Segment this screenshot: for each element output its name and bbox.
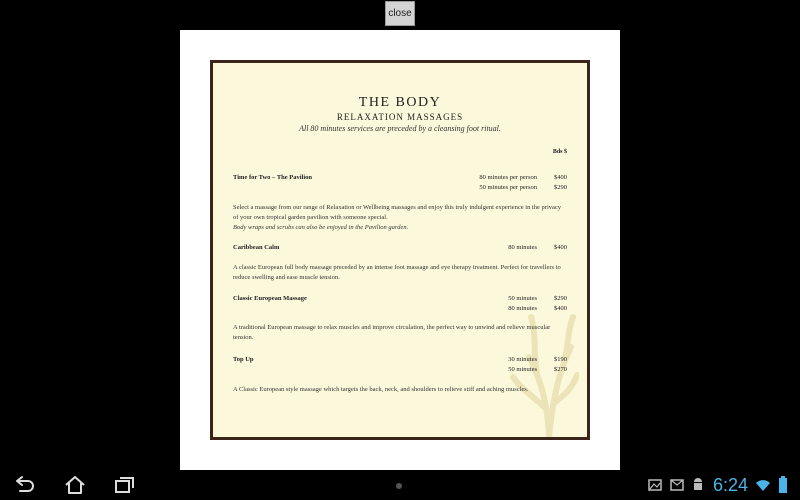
item-description [233,323,567,343]
spa-menu-card [210,60,590,440]
item-duration: 80 minutes [508,305,537,312]
back-icon[interactable] [14,475,36,495]
menu-item [233,173,567,191]
item-duration: 80 minutes per person [479,174,537,181]
menu-subtitle: RELAXATION MASSAGES [336,112,464,122]
item-price: $400 [554,244,567,251]
item-duration: 50 minutes [508,295,537,302]
currency-label: Bds $ [552,149,567,155]
item-price: $290 [554,184,567,191]
item-description [233,385,567,395]
item-duration: 50 minutes per person [479,184,537,191]
description-text: Select a massage from our range of Relaxation or Wellbeing massages and enjoy this truly indulgent experience in the privacy of your own tropical garden pavilion with someone special. [233,204,562,221]
item-description [233,263,567,283]
description-text: A Classic European style massage which targets the back, neck, and shoulders to relieve stiff and aching muscles. [233,386,529,393]
item-duration: 80 minutes [508,244,537,251]
menu-note: All 80 minutes services are preceded by a cleansing foot ritual. [299,124,501,133]
document-page [180,30,620,470]
recents-icon[interactable] [114,475,136,495]
battery-icon [778,476,788,494]
item-price: $190 [554,356,567,363]
item-price: $290 [554,295,567,302]
wifi-icon [755,478,771,492]
menu-item [233,355,567,373]
item-duration: 50 minutes [508,366,537,373]
item-duration: 30 minutes [508,356,537,363]
menu-item [233,243,567,253]
description-note: Body wraps and scrubs can also be enjoyed in the Pavilion garden. [233,224,409,231]
item-price: $400 [554,305,567,312]
description-text: A classic European full body massage preceded by an intense foot massage and eye therapy treatment. Perfect for travellers to reduce swelling and ease muscle tension. [233,264,561,281]
gallery-icon [648,479,662,491]
item-name: Time for Two – The Pavilion [233,174,313,181]
item-name: Caribbean Calm [233,244,280,251]
home-icon[interactable] [64,475,86,495]
item-name: Top Up [233,356,254,363]
android-icon [692,477,704,493]
item-name: Classic European Massage [233,295,307,302]
page-indicator [396,483,402,489]
system-nav-bar [0,470,800,500]
close-button[interactable]: close [385,1,415,26]
status-clock: 6:24 [713,475,749,495]
item-price: $270 [554,366,567,373]
item-description [233,203,567,233]
menu-title: THE BODY [358,95,442,110]
menu-item [233,294,567,312]
item-price: $400 [554,174,567,181]
mail-icon [670,479,684,491]
description-text: A traditional European massage to relax muscles and improve circulation, the perfect way to unwind and relieve muscular tension. [233,324,551,341]
